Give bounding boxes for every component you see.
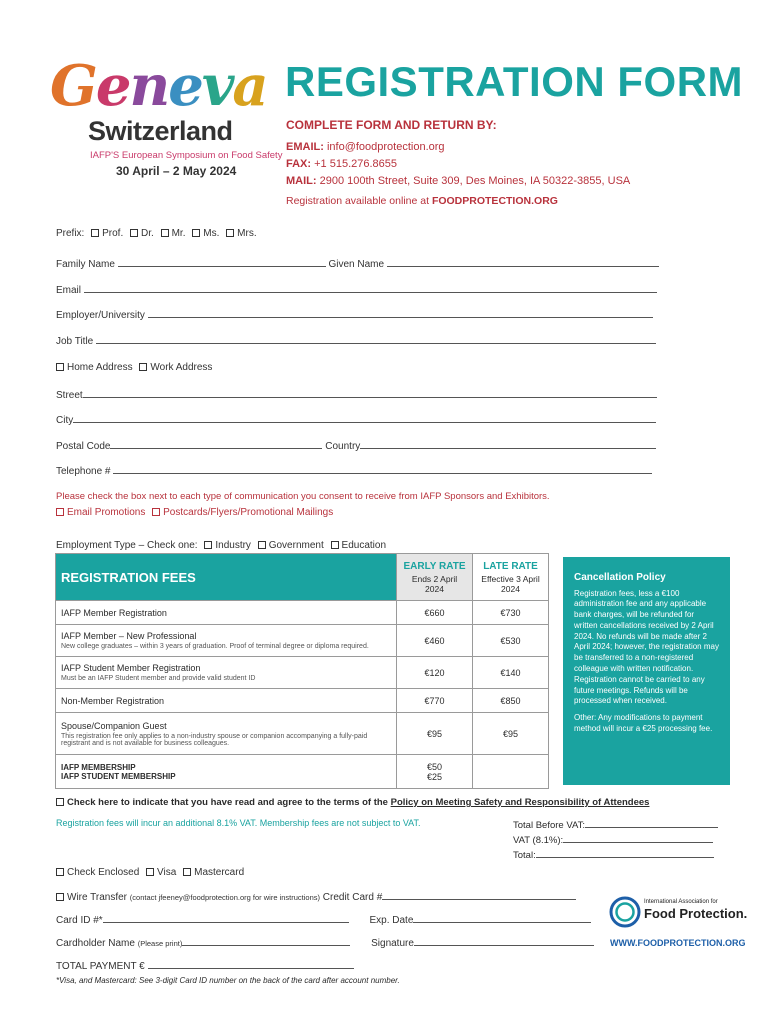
street-row: Street [56, 388, 657, 401]
iafp-ring-icon [608, 895, 642, 929]
online-registration-note: Registration available online at FOODPROTECTION.ORG [286, 195, 558, 207]
agree-checkbox[interactable] [56, 798, 64, 806]
city-field[interactable] [73, 413, 656, 423]
totals-block: Total Before VAT: VAT (8.1%): Total: [513, 818, 718, 863]
logo-tagline: IAFP'S European Symposium on Food Safety [90, 150, 283, 161]
exp-date-field[interactable] [413, 913, 591, 923]
home-address-checkbox[interactable] [56, 363, 64, 371]
contact-mail: MAIL: 2900 100th Street, Suite 309, Des Moines, IA 50322-3855, USA [286, 175, 631, 187]
logo-country: Switzerland [88, 116, 233, 146]
table-row: IAFP Student Member Registration Must be an IAFP Student member and provide valid student ID €120 €140 [56, 657, 549, 689]
credit-card-field[interactable] [382, 890, 576, 900]
total-before-vat-field[interactable] [585, 818, 718, 828]
email-row: Email [56, 283, 657, 296]
government-checkbox[interactable] [258, 541, 266, 549]
city-row: City [56, 413, 656, 426]
total-field[interactable] [536, 848, 714, 858]
cardholder-row: Cardholder Name (Please print) Signature [56, 936, 594, 949]
postal-code-field[interactable] [110, 439, 322, 449]
fees-table [55, 553, 549, 789]
table-row: IAFP Member – New Professional New college graduates – within 3 years of graduation. Proof of terminal degree or diploma required. €460 €530 [56, 625, 549, 657]
logo-geneva-wordmark: Geneva [50, 53, 267, 119]
policy-link[interactable]: Policy on Meeting Safety and Responsibility of Attendees [390, 797, 650, 808]
agree-row: Check here to indicate that you have read and agree to the terms of the Policy on Meeting Safety and Responsibility of Attendees [56, 797, 649, 808]
membership-row: IAFP MEMBERSHIP IAFP STUDENT MEMBERSHIP €50 €25 [56, 755, 549, 789]
street-field[interactable] [83, 388, 657, 398]
org-website[interactable]: WWW.FOODPROTECTION.ORG [610, 938, 746, 948]
family-name-field[interactable] [118, 257, 326, 267]
event-logo [50, 53, 283, 186]
vat-note: Registration fees will incur an additional 8.1% VAT. Membership fees are not subject to VAT. [56, 818, 421, 828]
fees-header-row [56, 554, 549, 601]
check-enclosed-checkbox[interactable] [56, 868, 64, 876]
wire-row: Wire Transfer (contact jfeeney@foodprotection.org for wire instructions) Credit Card # [56, 890, 576, 903]
employment-row: Employment Type – Check one: Industry Government Education [56, 540, 387, 551]
mastercard-checkbox[interactable] [183, 868, 191, 876]
employer-field[interactable] [148, 308, 653, 318]
wire-transfer-checkbox[interactable] [56, 893, 64, 901]
policy-body: Registration fees, less a €100 administration fee and any applicable bank charges, will be refunded for written cancellations received by 2 April 2024. No refunds will be made after 2 April 2024; however, the registration may be transferred to a non-registered colleague with written notification. Registration cannot be carried to any future meetings. Refunds will be processed when received. [574, 588, 719, 706]
table-row: Spouse/Companion Guest This registration fee only applies to a non-industry spouse or companion accompanying a fully-paid registrant and is not available for business colleagues. €95 €95 [56, 713, 549, 755]
policy-title: Cancellation Policy [574, 572, 666, 583]
total-payment-field[interactable] [148, 959, 354, 969]
signature-field[interactable] [414, 936, 594, 946]
total-payment-row: TOTAL PAYMENT € [56, 959, 354, 972]
card-id-field[interactable] [103, 913, 349, 923]
job-title-row: Job Title [56, 334, 656, 347]
contact-email: EMAIL: info@foodprotection.org [286, 141, 445, 153]
telephone-field[interactable] [113, 464, 652, 474]
prefix-mr-checkbox[interactable] [161, 229, 169, 237]
table-row: IAFP Member Registration €660 €730 [56, 601, 549, 625]
country-field[interactable] [360, 439, 656, 449]
return-by-heading: COMPLETE FORM AND RETURN BY: [286, 118, 497, 132]
table-row: Non-Member Registration €770 €850 [56, 689, 549, 713]
industry-checkbox[interactable] [204, 541, 212, 549]
postcards-checkbox[interactable] [152, 508, 160, 516]
contact-fax: FAX: +1 515.276.8655 [286, 158, 398, 170]
website-link[interactable]: FOODPROTECTION.ORG [431, 195, 558, 207]
logo-dates: 30 April – 2 May 2024 [116, 164, 237, 178]
cardholder-field[interactable] [182, 936, 350, 946]
postal-row: Postal Code Country [56, 439, 656, 452]
payment-method-row: Check Enclosed Visa Mastercard [56, 867, 244, 878]
iafp-logo-line2: Food Protection. [644, 906, 748, 921]
name-row: Family Name Given Name [56, 257, 659, 270]
address-type-row: Home Address Work Address [56, 362, 212, 373]
employer-row: Employer/University [56, 308, 653, 321]
email-promotions-checkbox[interactable] [56, 508, 64, 516]
prefix-row: Prefix: Prof. Dr. Mr. Ms. Mrs. [56, 228, 257, 239]
work-address-checkbox[interactable] [139, 363, 147, 371]
late-rate-header: LATE RATE Effective 3 April 2024 [473, 554, 549, 601]
page-title: REGISTRATION FORM [285, 58, 744, 105]
telephone-row: Telephone # [56, 464, 652, 477]
prefix-dr-checkbox[interactable] [130, 229, 138, 237]
vat-field[interactable] [563, 833, 713, 843]
fees-title: REGISTRATION FEES [56, 554, 397, 601]
email-link[interactable]: info@foodprotection.org [326, 141, 445, 153]
education-checkbox[interactable] [331, 541, 339, 549]
visa-checkbox[interactable] [146, 868, 154, 876]
consent-text: Please check the box next to each type of communication you consent to receive from IAFP Sponsors and Exhibitors. [56, 491, 550, 502]
iafp-logo-line1: International Association for [644, 899, 718, 905]
prefix-prof-checkbox[interactable] [91, 229, 99, 237]
card-footnote: *Visa, and Mastercard: See 3-digit Card ID number on the back of the card after account number. [56, 976, 400, 985]
given-name-field[interactable] [387, 257, 659, 267]
policy-other: Other: Any modifications to payment method will incur a €25 processing fee. [574, 713, 713, 734]
iafp-logo [608, 893, 748, 933]
cancellation-policy-box [563, 557, 730, 785]
prefix-mrs-checkbox[interactable] [226, 229, 234, 237]
job-title-field[interactable] [96, 334, 656, 344]
email-field[interactable] [84, 283, 657, 293]
card-id-row: Card ID #* Exp. Date [56, 913, 591, 926]
early-rate-header: EARLY RATE Ends 2 April 2024 [397, 554, 473, 601]
prefix-ms-checkbox[interactable] [192, 229, 200, 237]
consent-options: Email Promotions Postcards/Flyers/Promotional Mailings [56, 507, 333, 518]
